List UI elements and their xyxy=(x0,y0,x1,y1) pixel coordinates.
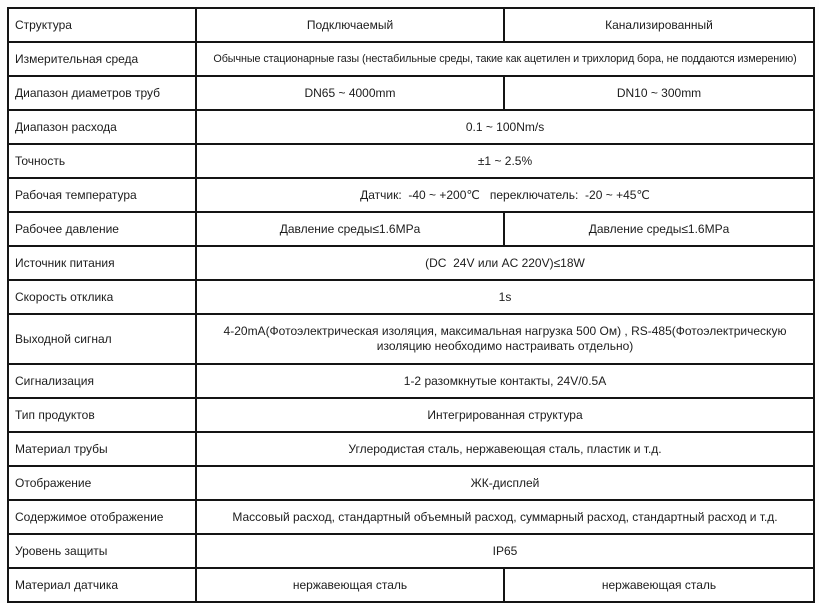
spec-label: Материал трубы xyxy=(8,432,196,466)
table-row-sensor-material xyxy=(8,568,814,602)
spec-label: Диапазон расхода xyxy=(8,110,196,144)
spec-value: нержавеющая сталь xyxy=(196,568,504,602)
spec-label: Тип продуктов xyxy=(8,398,196,432)
spec-label: Выходной сигнал xyxy=(8,314,196,364)
table-row-protection-level xyxy=(8,534,814,568)
spec-value: нержавеющая сталь xyxy=(504,568,814,602)
spec-value: Углеродистая сталь, нержавеющая сталь, пластик и т.д. xyxy=(196,432,814,466)
spec-value: DN65 ~ 4000mm xyxy=(196,76,504,110)
spec-label: Диапазон диаметров труб xyxy=(8,76,196,110)
table-row-working-temperature xyxy=(8,178,814,212)
spec-label: Содержимое отображение xyxy=(8,500,196,534)
spec-label: Уровень защиты xyxy=(8,534,196,568)
table-row-pipe-diameter xyxy=(8,76,814,110)
spec-value: 1-2 разомкнутые контакты, 24V/0.5A xyxy=(196,364,814,398)
spec-value: Датчик: -40 ~ +200℃ переключатель: -20 ~ +45℃ xyxy=(196,178,814,212)
spec-value: IP65 xyxy=(196,534,814,568)
spec-value: Интегрированная структура xyxy=(196,398,814,432)
spec-value: Массовый расход, стандартный объемный расход, суммарный расход, стандартный расход и т.д. xyxy=(196,500,814,534)
spec-value: (DC 24V или AC 220V)≤18W xyxy=(196,246,814,280)
table-row-accuracy xyxy=(8,144,814,178)
spec-label: Рабочая температура xyxy=(8,178,196,212)
spec-value: DN10 ~ 300mm xyxy=(504,76,814,110)
spec-value: Канализированный xyxy=(504,8,814,42)
table-row-output-signal xyxy=(8,314,814,364)
table-row-structure xyxy=(8,8,814,42)
spec-label: Рабочее давление xyxy=(8,212,196,246)
table-row-display-content xyxy=(8,500,814,534)
spec-value: Давление среды≤1.6MPa xyxy=(504,212,814,246)
table-row-display xyxy=(8,466,814,500)
table-row-response-speed xyxy=(8,280,814,314)
spec-value: Обычные стационарные газы (нестабильные среды, такие как ацетилен и трихлорид бора, не поддаются измерению) xyxy=(196,42,814,76)
table-row-flow-range xyxy=(8,110,814,144)
spec-label: Структура xyxy=(8,8,196,42)
table-row-power-supply xyxy=(8,246,814,280)
spec-label: Скорость отклика xyxy=(8,280,196,314)
spec-value: 0.1 ~ 100Nm/s xyxy=(196,110,814,144)
spec-value: 1s xyxy=(196,280,814,314)
spec-value: 4-20mA(Фотоэлектрическая изоляция, максимальная нагрузка 500 Ом) , RS-485(Фотоэлектрическую изоляцию необходимо настраивать отдельно) xyxy=(196,314,814,364)
spec-label: Точность xyxy=(8,144,196,178)
table-row-working-pressure xyxy=(8,212,814,246)
spec-label: Сигнализация xyxy=(8,364,196,398)
spec-label: Отображение xyxy=(8,466,196,500)
spec-value: Подключаемый xyxy=(196,8,504,42)
spec-label: Источник питания xyxy=(8,246,196,280)
spec-value: ±1 ~ 2.5% xyxy=(196,144,814,178)
table-row-alarm xyxy=(8,364,814,398)
table-row-medium xyxy=(8,42,814,76)
spec-value: Давление среды≤1.6MPa xyxy=(196,212,504,246)
spec-value: ЖК-дисплей xyxy=(196,466,814,500)
spec-label: Материал датчика xyxy=(8,568,196,602)
table-row-pipe-material xyxy=(8,432,814,466)
spec-label: Измерительная среда xyxy=(8,42,196,76)
table-row-product-type xyxy=(8,398,814,432)
spec-table xyxy=(7,7,815,603)
